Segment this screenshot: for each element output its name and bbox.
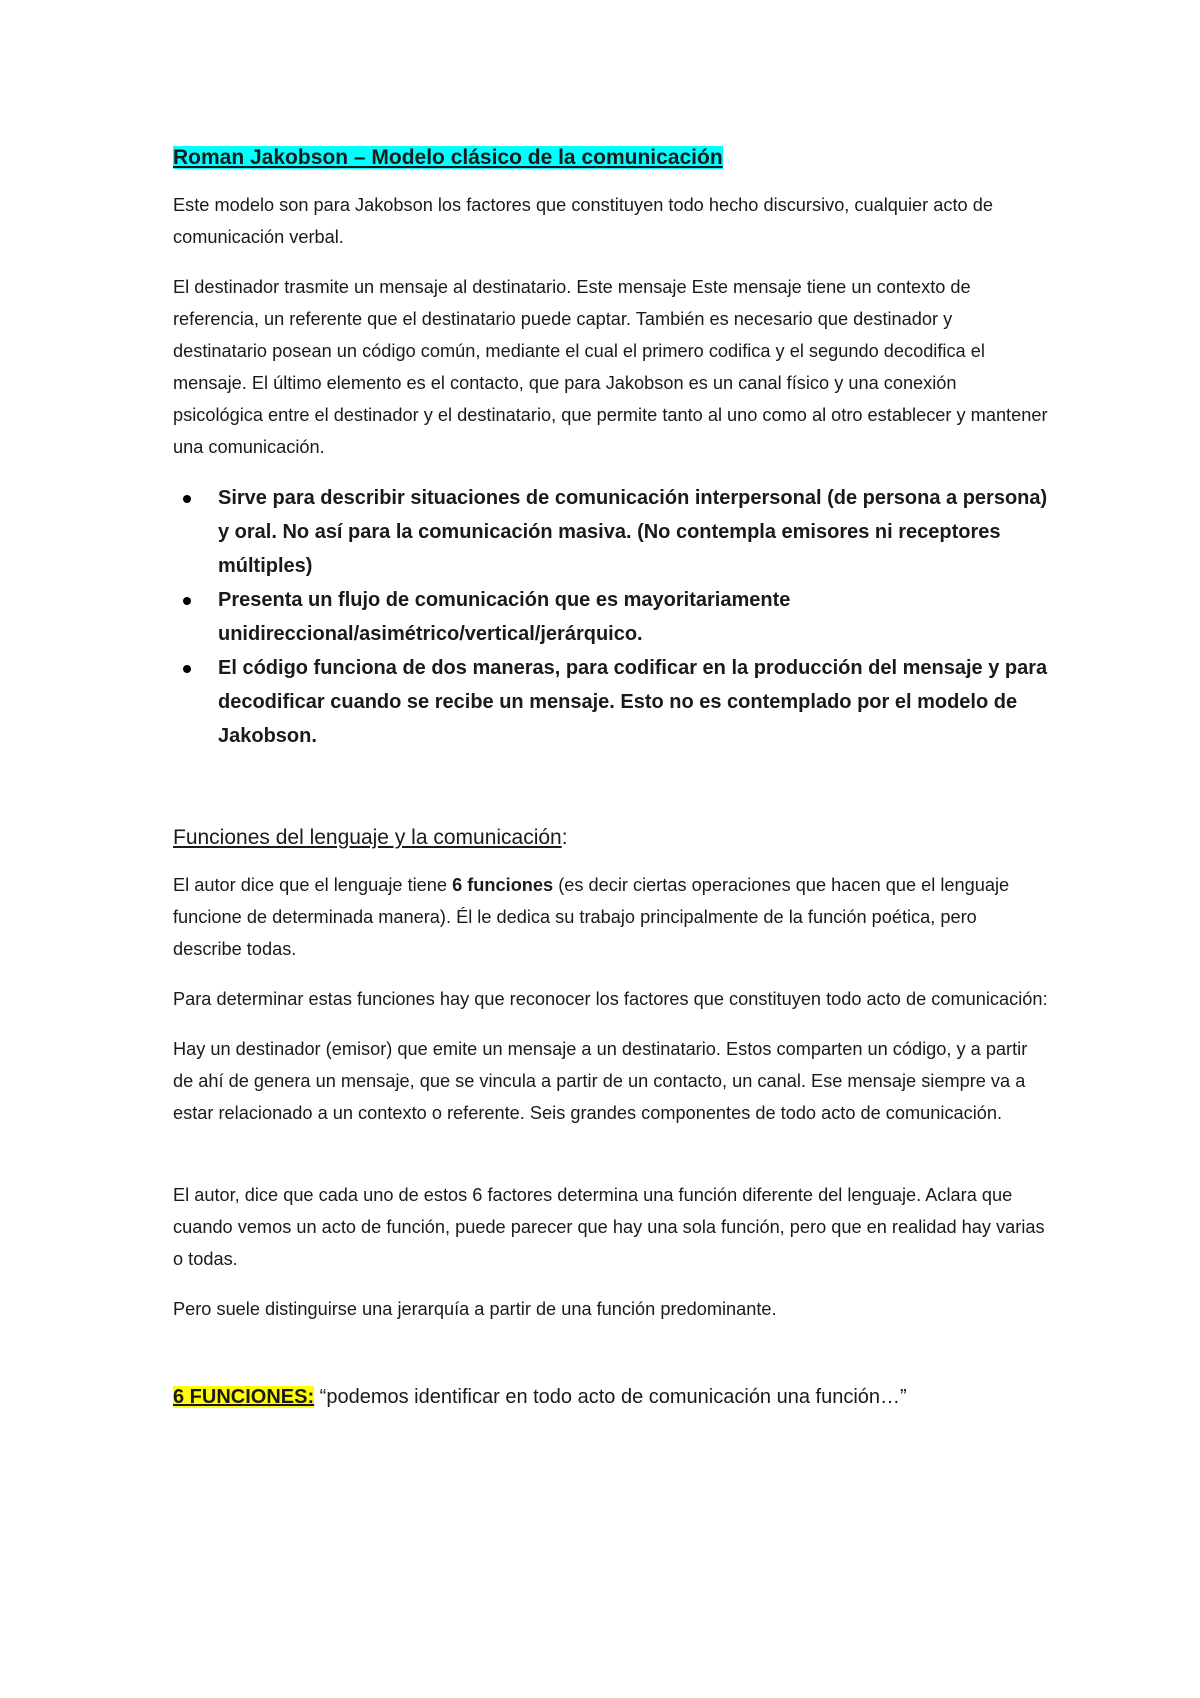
destinador-paragraph: El destinador trasmite un mensaje al destinatario. Este mensaje Este mensaje tiene un contexto de referencia, un referente que el destinatario puede captar. También es necesario que destinador y destinatario posean un código común, mediante el cual el primero codifica y el segundo decodifica el mensaje. El último elemento es el contacto, que para Jakobson es un canal físico y una conexión psicológica entre el destinador y el destinatario, que permite tanto al uno como al otro establecer y mantener una comunicación. xyxy=(173,277,1048,457)
seis-funciones-line xyxy=(173,1381,1050,1413)
list-item xyxy=(173,481,1050,583)
factores-paragraph: Para determinar estas funciones hay que reconocer los factores que constituyen todo acto de comunicación: xyxy=(173,989,1048,1009)
funciones-bold: 6 funciones xyxy=(452,875,554,895)
list-item xyxy=(173,651,1050,753)
section-heading: Funciones del lenguaje y la comunicación xyxy=(173,826,562,849)
autor-paragraph: El autor, dice que cada uno de estos 6 factores determina una función diferente del lenguaje. Aclara que cuando vemos un acto de función, puede parecer que hay una sola función, pero que en realidad hay varias o todas. xyxy=(173,1185,1045,1269)
list-item-text: Presenta un flujo de comunicación que es mayoritariamente unidireccional/asimétrico/vertical/jerárquico. xyxy=(218,589,791,645)
section-heading-row xyxy=(173,823,1050,853)
bullet-icon xyxy=(183,597,191,605)
features-list xyxy=(173,481,1050,753)
document-title: Roman Jakobson – Modelo clásico de la comunicación xyxy=(173,146,723,169)
bullet-icon xyxy=(183,665,191,673)
seis-funciones-quote: “podemos identificar en todo acto de comunicación una función…” xyxy=(314,1386,907,1408)
bullet-icon xyxy=(183,495,191,503)
section-heading-colon: : xyxy=(561,826,568,849)
list-item-text: El código funciona de dos maneras, para codificar en la producción del mensaje y para decodificar cuando se recibe un mensaje. Esto no es contemplado por el modelo de Jakobson. xyxy=(218,657,1048,747)
list-item-text: Sirve para describir situaciones de comunicación interpersonal (de persona a persona) y oral. No así para la comunicación masiva. (No contempla emisores ni receptores múltiples) xyxy=(218,487,1048,577)
list-item xyxy=(173,583,1050,651)
title-row xyxy=(173,143,1050,173)
jerarquia-paragraph: Pero suele distinguirse una jerarquía a partir de una función predominante. xyxy=(173,1299,777,1319)
funciones-text-a: El autor dice que el lenguaje tiene xyxy=(173,875,453,895)
seis-funciones-label: 6 FUNCIONES: xyxy=(173,1386,315,1408)
componentes-paragraph: Hay un destinador (emisor) que emite un mensaje a un destinatario. Estos comparten un código, y a partir de ahí de genera un mensaje, que se vincula a partir de un contacto, un canal. Ese mensaje siempre va a estar relacionado a un contexto o referente. Seis grandes componentes de todo acto de comunicación. xyxy=(173,1039,1028,1123)
funciones-paragraph xyxy=(173,869,1050,965)
intro-paragraph: Este modelo son para Jakobson los factores que constituyen todo hecho discursivo, cualquier acto de comunicación verbal. xyxy=(173,195,993,247)
funciones-text-b: (es decir ciertas operaciones que hacen que el lenguaje funcione de determinada manera). Él le dedica su trabajo principalmente de la función poética, pero describe todas. xyxy=(173,875,1010,959)
